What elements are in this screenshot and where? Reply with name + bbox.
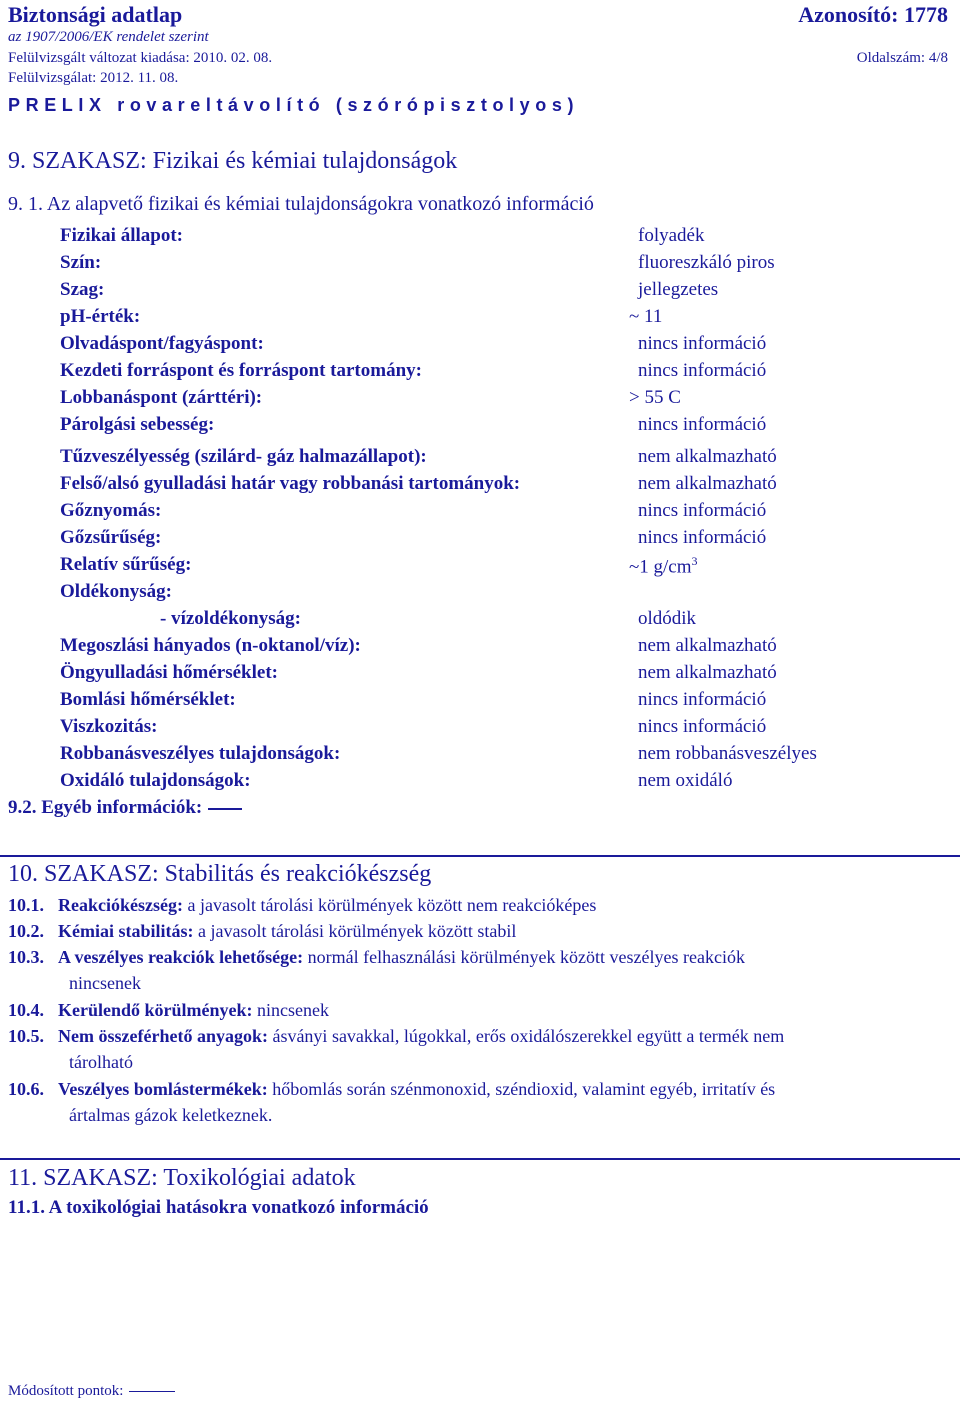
- property-label: Felső/alsó gyulladási határ vagy robbanási tartományok:: [60, 473, 521, 494]
- item-number: 10.5.: [8, 1026, 44, 1046]
- section-9-title: 9. SZAKASZ: Fizikai és kémiai tulajdonságok: [8, 148, 458, 174]
- item-number: 10.6.: [8, 1079, 44, 1099]
- property-value: nem alkalmazható: [638, 446, 777, 467]
- section-9-1-title: 9. 1. Az alapvető fizikai és kémiai tulajdonságokra vonatkozó információ: [8, 193, 594, 215]
- property-label: Öngyulladási hőmérséklet:: [60, 662, 278, 683]
- property-label: Szín:: [60, 252, 102, 273]
- property-label: Oldékonyság:: [60, 581, 172, 602]
- property-label: Párolgási sebesség:: [60, 414, 215, 435]
- property-label: pH-érték:: [60, 306, 141, 327]
- property-value: nincs információ: [638, 333, 767, 354]
- property-value: nincs információ: [638, 527, 767, 548]
- property-label: Megoszlási hányados (n-oktanol/víz):: [60, 635, 361, 656]
- property-label: Relatív sűrűség:: [60, 554, 192, 575]
- item-label: Kerülendő körülmények:: [58, 1000, 253, 1020]
- revised-issue: Felülvizsgált változat kiadása: 2010. 02. 08.: [8, 50, 273, 66]
- stability-item: [8, 997, 956, 1023]
- divider: [0, 1158, 960, 1160]
- property-value: ~ 11: [629, 306, 663, 327]
- property-label: Kezdeti forráspont és forráspont tartomány:: [60, 360, 422, 381]
- section-9-2-title: 9.2. Egyéb információk:: [8, 797, 242, 819]
- property-label: Oxidáló tulajdonságok:: [60, 770, 251, 791]
- stability-item: [8, 918, 956, 944]
- item-number: 10.1.: [8, 895, 44, 915]
- property-label: Gőzsűrűség:: [60, 527, 162, 548]
- item-label: A veszélyes reakciók lehetősége:: [58, 947, 304, 967]
- property-label: Viszkozitás:: [60, 716, 158, 737]
- property-label: Tűzveszélyesség (szilárd- gáz halmazállapot):: [60, 446, 427, 467]
- page-number: Oldalszám: 4/8: [856, 50, 948, 66]
- property-value: ~1 $g/cm^3$: [629, 554, 698, 578]
- property-value: nincs információ: [638, 360, 767, 381]
- property-value: > 55 C: [629, 387, 681, 408]
- property-value: nincs információ: [638, 414, 767, 435]
- property-value: oldódik: [638, 608, 697, 629]
- item-text-continuation: tárolható: [69, 1052, 133, 1072]
- item-number: 10.2.: [8, 921, 44, 941]
- property-label: Lobbanáspont (zárttéri):: [60, 387, 263, 408]
- item-label: Nem összeférhető anyagok:: [58, 1026, 268, 1046]
- revision-date: Felülvizsgálat: 2012. 11. 08.: [8, 70, 179, 86]
- property-label: Bomlási hőmérséklet:: [60, 689, 236, 710]
- property-value: nincs információ: [638, 716, 767, 737]
- item-label: Veszélyes bomlástermékek:: [58, 1079, 268, 1099]
- property-label: Olvadáspont/fagyáspont:: [60, 333, 264, 354]
- section-11-title: 11. SZAKASZ: Toxikológiai adatok: [8, 1165, 356, 1191]
- stability-item: [8, 892, 956, 918]
- item-text: nincsenek: [252, 1000, 329, 1020]
- property-label: Szag:: [60, 279, 105, 300]
- item-text-continuation: ártalmas gázok keletkeznek.: [69, 1105, 273, 1125]
- property-value: jellegzetes: [638, 279, 719, 300]
- unit-superscript: 3: [691, 554, 698, 568]
- property-label: Robbanásveszélyes tulajdonságok:: [60, 743, 341, 764]
- item-text: hőbomlás során szénmonoxid, széndioxid, valamint egyéb, irritatív és: [267, 1079, 776, 1099]
- regulation-reference: az 1907/2006/EK rendelet szerint: [8, 29, 209, 45]
- dash-mark: [129, 1391, 175, 1392]
- item-label: Kémiai stabilitás:: [58, 921, 194, 941]
- document-identifier: Azonosító: 1778: [798, 2, 948, 27]
- item-number: 10.3.: [8, 947, 44, 967]
- product-name: PRELIX rovareltávolító (szórópisztolyos): [8, 95, 580, 115]
- property-value: fluoreszkáló piros: [638, 252, 775, 273]
- section-10-title: 10. SZAKASZ: Stabilitás és reakciókészség: [8, 861, 432, 887]
- item-text-continuation: nincsenek: [69, 973, 141, 993]
- footer-modified-points: Módosított pontok:: [8, 1383, 175, 1400]
- property-value: nem alkalmazható: [638, 662, 777, 683]
- stability-item: [8, 944, 956, 996]
- property-value: nem oxidáló: [638, 770, 733, 791]
- property-value: nem alkalmazható: [638, 473, 777, 494]
- dash-mark: [208, 808, 242, 810]
- property-value: nem alkalmazható: [638, 635, 777, 656]
- property-value: nem robbanásveszélyes: [638, 743, 817, 764]
- property-value: folyadék: [638, 225, 705, 246]
- section-11-1-title: 11.1. A toxikológiai hatásokra vonatkozó információ: [8, 1197, 429, 1218]
- property-value: nincs információ: [638, 500, 767, 521]
- property-label: - vízoldékonyság:: [160, 608, 301, 629]
- property-label: Fizikai állapot:: [60, 225, 183, 246]
- property-label: Gőznyomás:: [60, 500, 162, 521]
- item-text: a javasolt tárolási körülmények között nem reakcióképes: [182, 895, 597, 915]
- property-value: nincs információ: [638, 689, 767, 710]
- item-text: normál felhasználási körülmények között veszélyes reakciók: [303, 947, 745, 967]
- item-label: Reakciókészség:: [58, 895, 183, 915]
- divider: [0, 855, 960, 857]
- stability-item: [8, 1076, 956, 1128]
- item-text: a javasolt tárolási körülmények között stabil: [193, 921, 517, 941]
- document-title: Biztonsági adatlap: [8, 2, 183, 27]
- item-text: ásványi savakkal, lúgokkal, erős oxidálószerekkel együtt a termék nem: [267, 1026, 785, 1046]
- stability-item: [8, 1023, 956, 1075]
- item-number: 10.4.: [8, 1000, 44, 1020]
